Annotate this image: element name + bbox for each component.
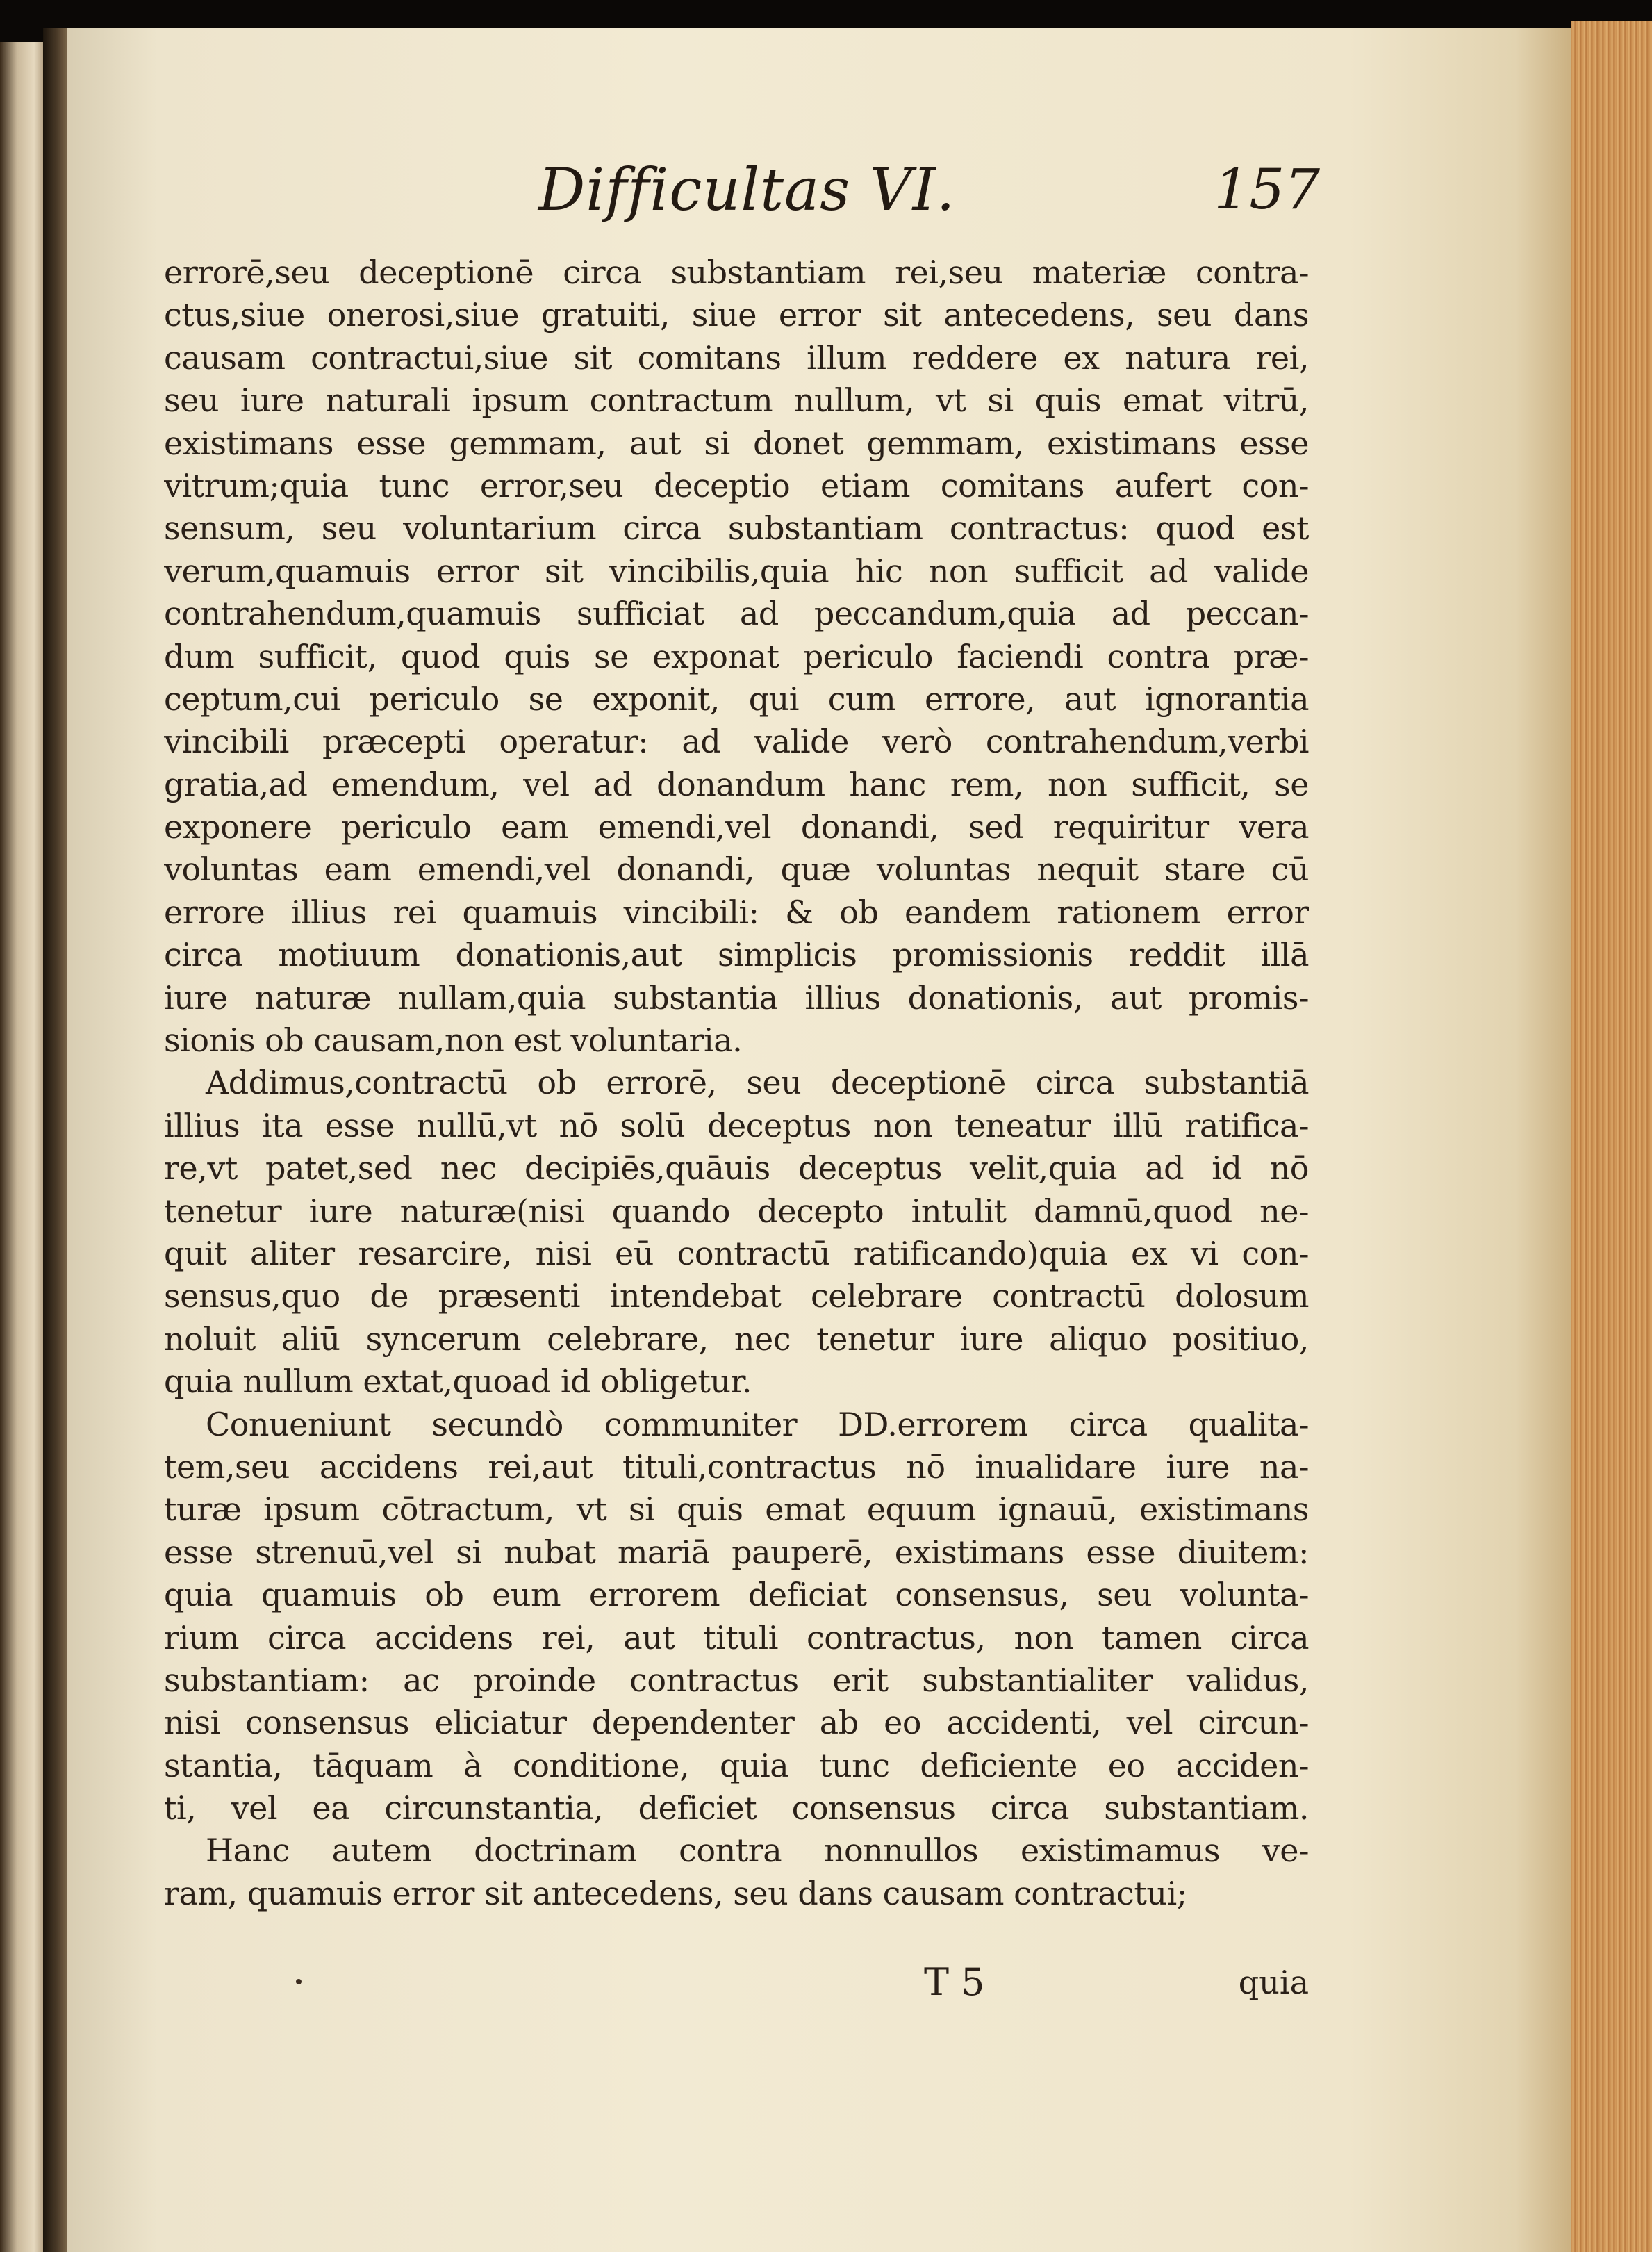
page-number: 157 bbox=[1214, 157, 1320, 222]
text-line: ti, vel ea circunstantia, deficiet consensus circa substantiam. bbox=[164, 1789, 1309, 1827]
text-line: ctus,siue onerosi,siue gratuiti, siue error sit antecedens, seu dans bbox=[164, 296, 1309, 334]
text-line: existimans esse gemmam, aut si donet gemmam, existimans esse bbox=[164, 424, 1309, 462]
text-line: errorē,seu deceptionē circa substantiam rei,seu materiæ contra- bbox=[164, 254, 1309, 291]
text-line: ram, quamuis error sit antecedens, seu dans causam contractui; bbox=[164, 1874, 1187, 1912]
text-line: iure naturæ nullam,quia substantia illius donationis, aut promis- bbox=[164, 978, 1309, 1017]
text-line: stantia, tāquam à conditione, quia tunc deficiente eo acciden- bbox=[164, 1746, 1309, 1784]
text-line: re,vt patet,sed nec decipiēs,quāuis deceptus velit,quia ad id nō bbox=[164, 1149, 1309, 1187]
text-line: causam contractui,siue sit comitans illum reddere ex natura rei, bbox=[164, 338, 1309, 377]
text-line: dum sufficit, quod quis se exponat periculo faciendi contra præ- bbox=[164, 637, 1309, 675]
text-line: substantiam: ac proinde contractus erit substantialiter validus, bbox=[164, 1661, 1309, 1699]
fore-edge bbox=[1571, 21, 1652, 2252]
text-line: sionis ob causam,non est voluntaria. bbox=[164, 1021, 743, 1060]
footer-dot bbox=[296, 1979, 302, 1984]
signature-mark: T 5 bbox=[924, 1960, 985, 2004]
text-line: circa motiuum donationis,aut simplicis promissionis reddit illā bbox=[164, 936, 1309, 974]
catchword: quia bbox=[1238, 1964, 1309, 2001]
text-line: esse strenuū,vel si nubat mariā pauperē, existimans esse diuitem: bbox=[164, 1533, 1309, 1571]
body-text bbox=[164, 252, 1309, 1915]
text-line: Hanc autem doctrinam contra nonnullos existimamus ve- bbox=[206, 1832, 1309, 1870]
text-line: quia quamuis ob eum errorem deficiat consensus, seu volunta- bbox=[164, 1576, 1309, 1614]
text-line: noluit aliū syncerum celebrare, nec tenetur iure aliquo positiuo, bbox=[164, 1320, 1309, 1358]
page-footer bbox=[164, 1958, 1309, 2007]
text-line: rium circa accidens rei, aut tituli contractus, non tamen circa bbox=[164, 1618, 1309, 1657]
text-line: contrahendum,quamuis sufficiat ad peccandum,quia ad peccan- bbox=[164, 595, 1309, 633]
text-line: tem,seu accidens rei,aut tituli,contractus nō inualidare iure na- bbox=[164, 1447, 1309, 1486]
text-line: vitrum;quia tunc error,seu deceptio etiam comitans aufert con- bbox=[164, 466, 1309, 504]
top-shadow bbox=[0, 0, 1652, 28]
text-line: exponere periculo eam emendi,vel donandi, sed requiritur vera bbox=[164, 808, 1309, 846]
text-line: sensus,quo de præsenti intendebat celebrare contractū dolosum bbox=[164, 1277, 1309, 1315]
text-line: Addimus,contractū ob errorē, seu deceptionē circa substantiā bbox=[206, 1064, 1309, 1102]
text-line: gratia,ad emendum, vel ad donandum hanc rem, non sufficit, se bbox=[164, 765, 1309, 803]
text-line: errore illius rei quamuis vincibili: & ob eandem rationem error bbox=[164, 893, 1309, 931]
text-line: sensum, seu voluntarium circa substantiam contractus: quod est bbox=[164, 509, 1309, 548]
text-line: Conueniunt secundò communiter DD.errorem circa qualita- bbox=[206, 1405, 1309, 1443]
text-line: verum,quamuis error sit vincibilis,quia hic non sufficit ad valide bbox=[164, 552, 1309, 590]
text-line: turæ ipsum cōtractum, vt si quis emat equum ignauū, existimans bbox=[164, 1490, 1309, 1529]
text-line: quit aliter resarcire, nisi eū contractū ratificando)quia ex vi con- bbox=[164, 1234, 1309, 1272]
page-header bbox=[160, 151, 1320, 235]
text-line: voluntas eam emendi,vel donandi, quæ voluntas nequit stare cū bbox=[164, 850, 1309, 889]
text-line: seu iure naturali ipsum contractum nullum, vt si quis emat vitrū, bbox=[164, 381, 1309, 420]
text-line: illius ita esse nullū,vt nō solū deceptus non teneatur illū ratifica- bbox=[164, 1106, 1309, 1144]
running-head: Difficultas VI. bbox=[538, 156, 956, 224]
text-line: tenetur iure naturæ(nisi quando decepto intulit damnū,quod ne- bbox=[164, 1192, 1309, 1230]
text-line: vincibili præcepti operatur: ad valide verò contrahendum,verbi bbox=[164, 723, 1309, 761]
previous-page-edge bbox=[0, 42, 49, 2252]
text-line: quia nullum extat,quoad id obligetur. bbox=[164, 1363, 752, 1401]
text-line: nisi consensus eliciatur dependenter ab eo accidenti, vel circun- bbox=[164, 1704, 1309, 1742]
text-line: ceptum,cui periculo se exponit, qui cum errore, aut ignorantia bbox=[164, 680, 1309, 718]
